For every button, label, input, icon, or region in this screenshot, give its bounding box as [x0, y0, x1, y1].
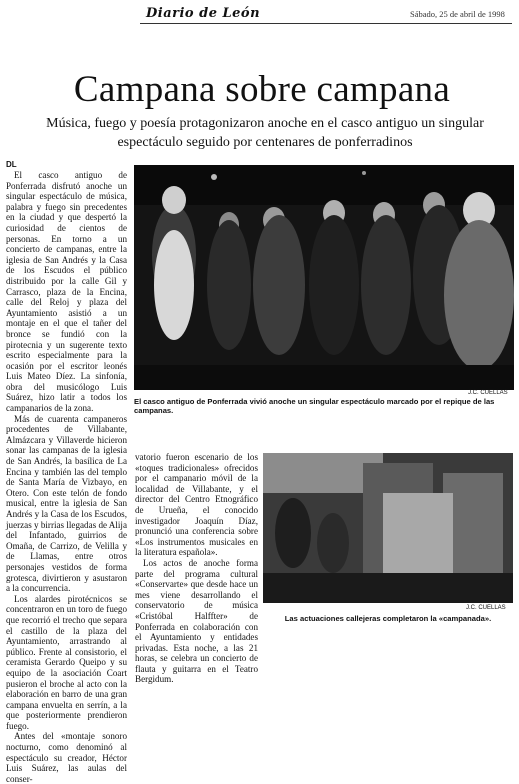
photo-caption: Las actuaciones callejeras completaron la «campanada».	[284, 614, 492, 623]
article-column-2	[135, 452, 258, 685]
article-column-1	[6, 170, 127, 784]
photo-credit: J.C. CUELLAS	[468, 390, 508, 396]
photo-credit: J.C. CUELLAS	[466, 605, 506, 611]
header-rule	[140, 23, 512, 24]
street-performance-image	[263, 453, 513, 603]
newspaper-masthead: Diario de León	[146, 6, 261, 21]
article-subheadline: Música, fuego y poesía protagonizaron anoche en el casco antiguo un singular espectáculo seguido por centenares de ponferradinos	[46, 116, 484, 150]
paragraph: Más de cuarenta campaneros procedentes de Villabante, Almázcara y Villaverde hicieron sonar las campanas de la iglesia de San Andrés, la basílica de La Encina y también las del templo de Santa María de Vizbayo, en Otero. Con este telón de fondo musical, entre la iglesia de San Andrés y la Casa de los Escudos, juerzas y birrias llegadas de Alija del Infantado, guirrios de Omaña, de Carrizo, de Velilla y de Llamas, entre otros personajes vestidos de forma grotesca, divirtieron y asustaron a la concurrencia.	[6, 413, 127, 594]
photo-caption: El casco antiguo de Ponferrada vivió anoche un singular espectáculo marcado por el repique de las campanas.	[134, 397, 495, 415]
crowd-photo-image	[134, 165, 514, 390]
dateline: Sábado, 25 de abril de 1998	[410, 9, 505, 19]
article-headline: Campana sobre campana	[73, 69, 451, 110]
article-byline: DL	[6, 160, 17, 169]
crowd-photo	[134, 165, 514, 390]
paragraph: Antes del «montaje sonoro nocturno, como denominó al espectáculo su creador, Héctor Luis Suárez, las aulas del conser-	[6, 731, 127, 784]
paragraph: Los actos de anoche forma parte del programa cultural «Conservarte» que desde hace un mes viene desarrollando el conservatorio de música «Cristóbal Halffter» de Ponferrada en colaboración con el Ayuntamiento y entidades privadas. Esta noche, a las 21 horas, se celebra un concierto de flauta y guitarra en el Teatro Bergidum.	[135, 557, 258, 685]
paragraph: El casco antiguo de Ponferrada disfrutó anoche un singular espectáculo de música, palabra y fuego sin precedentes en la ciudad y que despertó la curiosidad de cientos de personas. En torno a un concierto de campanas, entre la iglesia de San Andrés y la Casa de los Escudos el público distribuido por la calle Gil y Carrasco, plaza de la Encina, calle del Reloj y plaza del Ayuntamiento asistió a un montaje en el que el tañer del bronce se fundió con la pirotecnia y un sugerente texto escrito especialmente para la ocasión por el escritor leonés Luis Mateo Díez. La sinfonía, obra del musicólogo Luis Suárez, hizo latir a todos los campanarios de la zona.	[6, 170, 127, 414]
paragraph: vatorio fueron escenario de los «toques tradicionales» ofrecidos por el campanario móvil de la localidad de Villabante, y el director del Centro Etnográfico de Urueña, el conocido investigador Joaquín Díaz, pronunció una conferencia sobre «Los instrumentos musicales en la literatura española».	[135, 452, 258, 558]
paragraph: Los alardes pirotécnicos se concentraron en un toro de fuego que recorrió el trecho que separa el castillo de la plaza del Ayuntamiento, arrastrando al público. Frente al consistorio, el ceramista Gerardo Queipo y su equipo de la asociación Coart pusieron el broche al acto con la elaboración en barro de una gran campana envuelta en serrín, a la que posteriormente prendieron fuego.	[6, 593, 127, 731]
street-performance-photo	[263, 453, 513, 603]
